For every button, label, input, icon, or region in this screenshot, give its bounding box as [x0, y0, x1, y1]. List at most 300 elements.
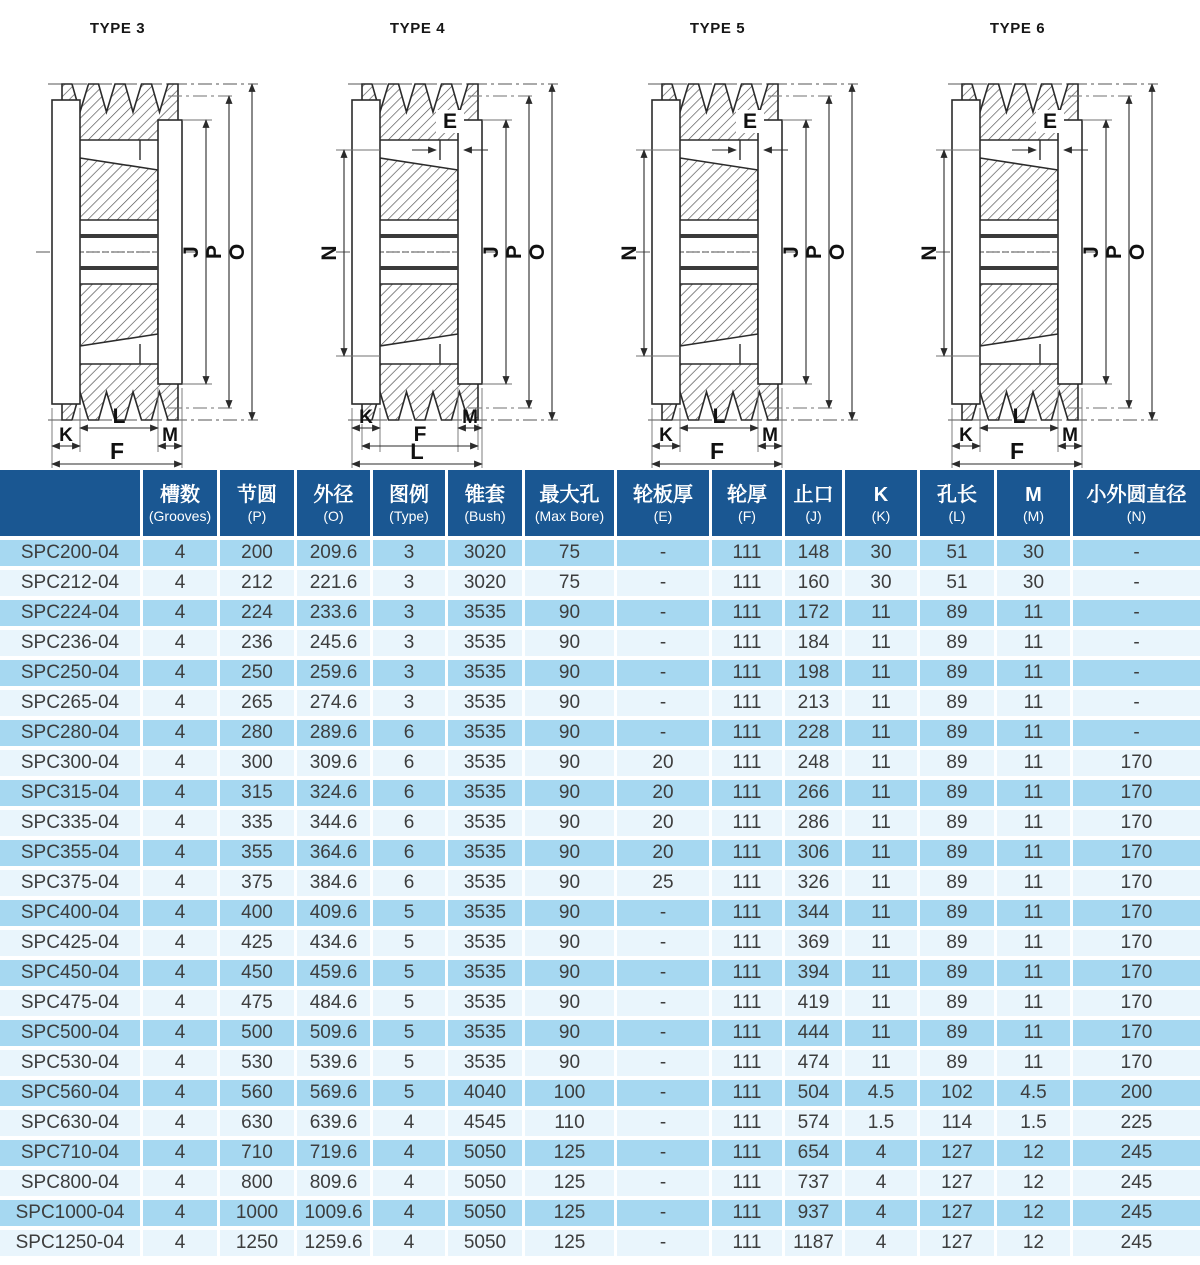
spec-cell: 450	[220, 960, 297, 990]
spec-cell: 20	[617, 810, 712, 840]
spec-cell: 5050	[448, 1230, 525, 1256]
spec-cell: 4	[143, 1050, 220, 1080]
table-row	[0, 930, 1200, 960]
spec-cell: 4545	[448, 1110, 525, 1140]
spec-cell: 170	[1073, 960, 1200, 990]
spec-cell: 800	[220, 1170, 297, 1200]
spec-cell: 289.6	[297, 720, 373, 750]
spec-cell: 125	[525, 1170, 617, 1200]
spec-cell: 111	[712, 960, 785, 990]
table-row	[0, 840, 1200, 870]
spec-cell: -	[617, 1110, 712, 1140]
spec-cell: 530	[220, 1050, 297, 1080]
spec-cell: 444	[785, 1020, 845, 1050]
spec-cell: 198	[785, 660, 845, 690]
svg-text:J: J	[780, 246, 803, 258]
spec-cell: -	[1073, 690, 1200, 720]
svg-text:O: O	[226, 243, 249, 261]
spec-cell: 335	[220, 810, 297, 840]
spec-cell: 111	[712, 870, 785, 900]
spec-cell: 30	[997, 570, 1073, 600]
spec-cell: 274.6	[297, 690, 373, 720]
spec-cell: 4	[143, 1080, 220, 1110]
spec-cell: 4	[143, 1020, 220, 1050]
table-row	[0, 960, 1200, 990]
model-cell: SPC280-04	[0, 720, 143, 750]
spec-cell: 6	[373, 780, 448, 810]
spec-cell: 4	[143, 720, 220, 750]
spec-cell: 245	[1073, 1170, 1200, 1200]
spec-cell: 4	[143, 1140, 220, 1170]
spec-cell: 6	[373, 720, 448, 750]
spec-cell: 355	[220, 840, 297, 870]
spec-cell: 5	[373, 1050, 448, 1080]
spec-cell: 4	[143, 1170, 220, 1200]
model-cell: SPC212-04	[0, 570, 143, 600]
spec-cell: 3535	[448, 930, 525, 960]
spec-cell: 639.6	[297, 1110, 373, 1140]
spec-cell: 4	[143, 630, 220, 660]
spec-cell: 172	[785, 600, 845, 630]
model-cell: SPC560-04	[0, 1080, 143, 1110]
column-header	[617, 470, 712, 540]
column-header	[448, 470, 525, 540]
model-cell: SPC224-04	[0, 600, 143, 630]
table-row	[0, 780, 1200, 810]
column-header	[1073, 470, 1200, 540]
spec-cell: 89	[920, 930, 997, 960]
spec-cell: 3535	[448, 990, 525, 1020]
spec-cell: 4	[143, 1200, 220, 1230]
column-header	[920, 470, 997, 540]
spec-cell: 212	[220, 570, 297, 600]
svg-text:L: L	[712, 405, 726, 428]
spec-cell: 11	[997, 1050, 1073, 1080]
spec-cell: 5	[373, 1080, 448, 1110]
spec-cell: 4	[143, 930, 220, 960]
spec-cell: 11	[997, 960, 1073, 990]
column-header	[785, 470, 845, 540]
spec-cell: -	[1073, 660, 1200, 690]
spec-cell: 3535	[448, 600, 525, 630]
spec-cell: 5050	[448, 1170, 525, 1200]
model-cell: SPC250-04	[0, 660, 143, 690]
spec-cell: 4	[143, 750, 220, 780]
spec-cell: 419	[785, 990, 845, 1020]
spec-cell: 200	[1073, 1080, 1200, 1110]
column-header-en: (Max Bore)	[534, 507, 605, 524]
spec-cell: 100	[525, 1080, 617, 1110]
spec-cell: 6	[373, 810, 448, 840]
column-header-en: (M)	[1023, 507, 1044, 524]
spec-cell: 3535	[448, 900, 525, 930]
model-cell: SPC400-04	[0, 900, 143, 930]
spec-cell: -	[617, 990, 712, 1020]
spec-cell: 90	[525, 840, 617, 870]
header-row	[0, 470, 1200, 540]
spec-cell: -	[617, 1140, 712, 1170]
spec-cell: 4	[845, 1230, 920, 1256]
table-row	[0, 540, 1200, 570]
spec-cell: 89	[920, 870, 997, 900]
spec-cell: 344.6	[297, 810, 373, 840]
table-row	[0, 900, 1200, 930]
spec-cell: -	[617, 1020, 712, 1050]
spec-cell: 250	[220, 660, 297, 690]
column-header-zh: 止口	[793, 483, 834, 506]
spec-cell: 400	[220, 900, 297, 930]
diagram-title-type3: TYPE 3	[89, 20, 146, 37]
spec-cell: 11	[845, 600, 920, 630]
spec-cell: 6	[373, 840, 448, 870]
spec-cell: 5	[373, 1020, 448, 1050]
spec-cell: 213	[785, 690, 845, 720]
column-header	[220, 470, 297, 540]
svg-text:P: P	[803, 244, 826, 260]
svg-text:K: K	[659, 425, 673, 446]
spec-cell: 89	[920, 750, 997, 780]
svg-text:K: K	[959, 425, 973, 446]
spec-cell: 90	[525, 990, 617, 1020]
spec-cell: 364.6	[297, 840, 373, 870]
spec-cell: 1000	[220, 1200, 297, 1230]
spec-cell: 89	[920, 780, 997, 810]
spec-cell: 4040	[448, 1080, 525, 1110]
svg-text:O: O	[826, 243, 849, 261]
column-header-zh: K	[873, 483, 889, 506]
spec-cell: 4	[143, 900, 220, 930]
spec-cell: 11	[845, 990, 920, 1020]
spec-cell: 4	[373, 1170, 448, 1200]
spec-cell: 6	[373, 750, 448, 780]
spec-cell: 111	[712, 1080, 785, 1110]
spec-cell: 111	[712, 690, 785, 720]
spec-cell: 12	[997, 1230, 1073, 1256]
spec-cell: 3020	[448, 540, 525, 570]
spec-cell: 225	[1073, 1110, 1200, 1140]
column-header	[373, 470, 448, 540]
model-cell: SPC236-04	[0, 630, 143, 660]
spec-cell: 384.6	[297, 870, 373, 900]
svg-text:P: P	[1103, 244, 1126, 260]
spec-cell: 90	[525, 1020, 617, 1050]
spec-cell: 509.6	[297, 1020, 373, 1050]
spec-cell: 245	[1073, 1230, 1200, 1256]
corner-header-cell	[0, 470, 143, 540]
svg-text:L: L	[410, 439, 424, 464]
spec-cell: 170	[1073, 990, 1200, 1020]
spec-cell: 286	[785, 810, 845, 840]
model-cell: SPC315-04	[0, 780, 143, 810]
svg-text:J: J	[480, 246, 503, 258]
table-row	[0, 630, 1200, 660]
column-header-zh: 槽数	[160, 483, 200, 506]
spec-cell: 4	[143, 810, 220, 840]
spec-cell: 51	[920, 570, 997, 600]
spec-cell: 3	[373, 630, 448, 660]
spec-cell: 475	[220, 990, 297, 1020]
table-row	[0, 720, 1200, 750]
spec-cell: 111	[712, 750, 785, 780]
spec-cell: 11	[997, 720, 1073, 750]
svg-text:F: F	[709, 438, 725, 464]
column-header-en: (N)	[1126, 507, 1147, 524]
spec-cell: 30	[845, 540, 920, 570]
column-header-zh: 图例	[389, 483, 429, 506]
spec-cell: 125	[525, 1230, 617, 1256]
spec-cell: 111	[712, 630, 785, 660]
spec-cell: 4	[143, 1230, 220, 1256]
spec-cell: 3	[373, 570, 448, 600]
spec-cell: -	[617, 1050, 712, 1080]
svg-text:N: N	[918, 245, 941, 261]
pulley-cross-section-drawing	[900, 0, 1200, 470]
spec-cell: 11	[997, 750, 1073, 780]
table-row	[0, 1170, 1200, 1200]
spec-cell: 3535	[448, 960, 525, 990]
spec-cell: 236	[220, 630, 297, 660]
svg-text:F: F	[109, 438, 125, 464]
svg-text:K: K	[59, 425, 73, 446]
spec-cell: 111	[712, 780, 785, 810]
table-row	[0, 810, 1200, 840]
spec-cell: 3535	[448, 660, 525, 690]
spec-cell: 539.6	[297, 1050, 373, 1080]
spec-cell: 114	[920, 1110, 997, 1140]
table-row	[0, 990, 1200, 1020]
spec-cell: -	[617, 570, 712, 600]
column-header-en: (O)	[323, 507, 344, 524]
spec-cell: 12	[997, 1200, 1073, 1230]
spec-cell: 11	[997, 930, 1073, 960]
spec-cell: 4	[143, 660, 220, 690]
svg-text:K: K	[359, 407, 373, 428]
spec-cell: 3535	[448, 720, 525, 750]
spec-cell: 11	[997, 690, 1073, 720]
spec-cell: 4.5	[997, 1080, 1073, 1110]
spec-cell: 11	[997, 1020, 1073, 1050]
spec-cell: 11	[845, 810, 920, 840]
spec-cell: 3535	[448, 870, 525, 900]
spec-cell: 90	[525, 600, 617, 630]
spec-cell: -	[617, 1200, 712, 1230]
spec-cell: 3535	[448, 840, 525, 870]
model-cell: SPC1000-04	[0, 1200, 143, 1230]
diagram-title-type5: TYPE 5	[689, 20, 746, 37]
svg-text:O: O	[1126, 243, 1149, 261]
spec-cell: -	[1073, 570, 1200, 600]
spec-cell: 3535	[448, 750, 525, 780]
spec-cell: 89	[920, 900, 997, 930]
spec-cell: 3535	[448, 1050, 525, 1080]
spec-cell: 20	[617, 750, 712, 780]
model-cell: SPC450-04	[0, 960, 143, 990]
spec-cell: 266	[785, 780, 845, 810]
model-cell: SPC800-04	[0, 1170, 143, 1200]
column-header-zh: 最大孔	[539, 483, 600, 506]
spec-cell: 3	[373, 660, 448, 690]
table-row	[0, 1200, 1200, 1230]
spec-cell: 3	[373, 540, 448, 570]
spec-cell: 654	[785, 1140, 845, 1170]
spec-cell: 110	[525, 1110, 617, 1140]
spec-cell: 170	[1073, 870, 1200, 900]
spec-cell: 111	[712, 660, 785, 690]
spec-cell: 474	[785, 1050, 845, 1080]
spec-cell: 111	[712, 990, 785, 1020]
svg-text:L: L	[112, 405, 126, 428]
spec-cell: 245.6	[297, 630, 373, 660]
spec-cell: 245	[1073, 1200, 1200, 1230]
model-cell: SPC355-04	[0, 840, 143, 870]
spec-cell: 326	[785, 870, 845, 900]
spec-cell: 233.6	[297, 600, 373, 630]
model-cell: SPC1250-04	[0, 1230, 143, 1256]
spec-cell: 148	[785, 540, 845, 570]
spec-cell: 4	[143, 870, 220, 900]
spec-cell: 306	[785, 840, 845, 870]
spec-cell: 89	[920, 690, 997, 720]
spec-cell: 90	[525, 780, 617, 810]
column-header-zh: 外径	[313, 483, 354, 506]
svg-text:M: M	[1062, 425, 1078, 446]
spec-cell: 30	[845, 570, 920, 600]
column-header-zh: 锥套	[465, 483, 505, 506]
spec-cell: 4	[143, 960, 220, 990]
spec-cell: 719.6	[297, 1140, 373, 1170]
spec-cell: 11	[845, 1050, 920, 1080]
spec-cell: 170	[1073, 930, 1200, 960]
svg-text:P: P	[503, 244, 526, 260]
svg-text:O: O	[526, 243, 549, 261]
spec-cell: 170	[1073, 750, 1200, 780]
table-row	[0, 870, 1200, 900]
spec-cell: 4	[143, 990, 220, 1020]
spec-cell: 11	[997, 840, 1073, 870]
spec-cell: 3535	[448, 780, 525, 810]
spec-cell: 111	[712, 900, 785, 930]
spec-cell: 89	[920, 630, 997, 660]
pulley-diagram-type3	[0, 0, 300, 470]
table-row	[0, 1050, 1200, 1080]
spec-cell: 11	[997, 660, 1073, 690]
model-cell: SPC335-04	[0, 810, 143, 840]
table-row	[0, 1080, 1200, 1110]
technical-drawings	[0, 0, 1200, 470]
spec-cell: 369	[785, 930, 845, 960]
spec-cell: 300	[220, 750, 297, 780]
spec-cell: 4	[143, 1110, 220, 1140]
spec-cell: 4	[373, 1230, 448, 1256]
spec-cell: 12	[997, 1170, 1073, 1200]
spec-cell: 90	[525, 750, 617, 780]
svg-text:N: N	[618, 245, 641, 261]
column-header-zh: M	[1025, 483, 1042, 506]
spec-cell: 1.5	[845, 1110, 920, 1140]
spec-cell: 25	[617, 870, 712, 900]
spec-cell: 11	[845, 930, 920, 960]
spec-cell: 90	[525, 960, 617, 990]
spec-cell: 170	[1073, 1020, 1200, 1050]
model-cell: SPC300-04	[0, 750, 143, 780]
svg-text:P: P	[203, 244, 226, 260]
model-cell: SPC500-04	[0, 1020, 143, 1050]
column-header-zh: 孔长	[937, 483, 977, 506]
spec-cell: -	[617, 630, 712, 660]
spec-cell: 1187	[785, 1230, 845, 1256]
spec-cell: 111	[712, 1050, 785, 1080]
model-cell: SPC200-04	[0, 540, 143, 570]
spec-cell: 4	[845, 1170, 920, 1200]
spec-cell: 11	[997, 780, 1073, 810]
spec-cell: 170	[1073, 1050, 1200, 1080]
spec-cell: 630	[220, 1110, 297, 1140]
spec-cell: 425	[220, 930, 297, 960]
table-header	[0, 470, 1200, 540]
spec-cell: 51	[920, 540, 997, 570]
table-row	[0, 1020, 1200, 1050]
spec-cell: 111	[712, 600, 785, 630]
spec-cell: 737	[785, 1170, 845, 1200]
spec-cell: 90	[525, 720, 617, 750]
column-header	[712, 470, 785, 540]
spec-cell: 221.6	[297, 570, 373, 600]
spec-cell: 5	[373, 960, 448, 990]
spec-cell: -	[1073, 630, 1200, 660]
spec-cell: 11	[845, 900, 920, 930]
spec-cell: 111	[712, 1020, 785, 1050]
spec-cell: 710	[220, 1140, 297, 1170]
model-cell: SPC265-04	[0, 690, 143, 720]
spec-cell: 4	[143, 600, 220, 630]
spec-cell: 89	[920, 600, 997, 630]
spec-cell: 4	[373, 1200, 448, 1230]
svg-text:F: F	[413, 423, 427, 446]
pulley-diagram-type6	[900, 0, 1200, 470]
column-header-zh: 轮厚	[727, 483, 767, 506]
spec-cell: 184	[785, 630, 845, 660]
spec-cell: 20	[617, 780, 712, 810]
column-header-en: (Grooves)	[148, 507, 212, 524]
svg-text:E: E	[442, 110, 458, 133]
spec-cell: -	[617, 900, 712, 930]
svg-text:L: L	[1012, 405, 1026, 428]
spec-cell: 11	[997, 630, 1073, 660]
spec-cell: 111	[712, 840, 785, 870]
spec-cell: 111	[712, 1110, 785, 1140]
spec-cell: 5	[373, 990, 448, 1020]
spec-cell: 1009.6	[297, 1200, 373, 1230]
spec-cell: 5	[373, 930, 448, 960]
spec-cell: 259.6	[297, 660, 373, 690]
spec-cell: 409.6	[297, 900, 373, 930]
spec-cell: 200	[220, 540, 297, 570]
spec-cell: 75	[525, 540, 617, 570]
column-header-en: (J)	[805, 507, 822, 524]
spec-cell: 11	[997, 600, 1073, 630]
spec-cell: 315	[220, 780, 297, 810]
spec-cell: 170	[1073, 810, 1200, 840]
spec-cell: -	[617, 690, 712, 720]
column-header-en: (E)	[653, 507, 673, 524]
spec-cell: 224	[220, 600, 297, 630]
column-header-en: (L)	[948, 507, 966, 524]
spec-cell: 11	[845, 780, 920, 810]
spec-cell: 4	[845, 1200, 920, 1230]
table-row	[0, 1140, 1200, 1170]
model-cell: SPC530-04	[0, 1050, 143, 1080]
spec-cell: 500	[220, 1020, 297, 1050]
